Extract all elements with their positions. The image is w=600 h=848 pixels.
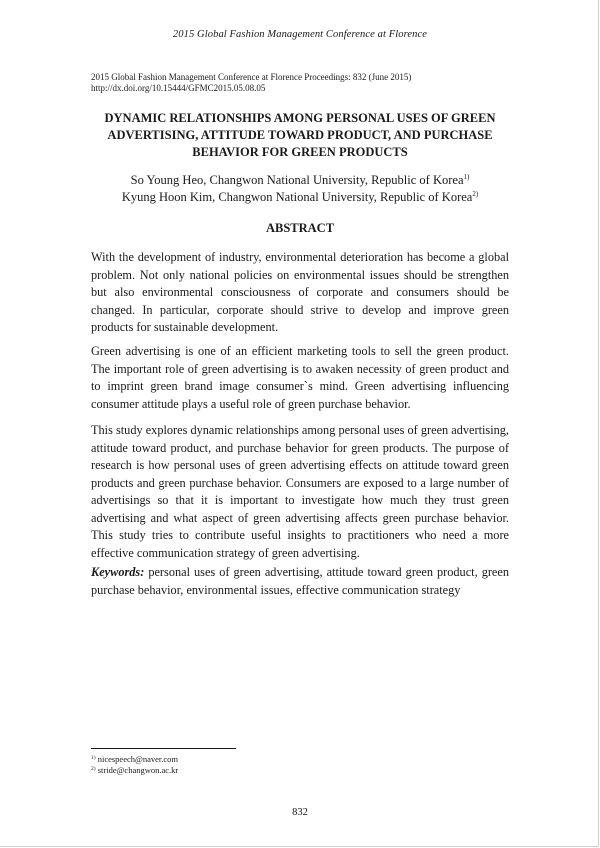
footnote-mark: 1) (91, 755, 96, 761)
title-line: BEHAVIOR FOR GREEN PRODUCTS (192, 145, 408, 159)
footnote-marker: 1) (463, 173, 470, 181)
keywords-label: Keywords: (91, 565, 145, 579)
author-line (90, 189, 510, 206)
footnote-mark: 2) (91, 766, 96, 772)
abstract-paragraph: This study explores dynamic relationships among personal uses of green advertising, attitude toward product, and purchase behavior for green products. The purpose of research is how personal uses of green advertising effects on attitude toward green products and green purchase behavior. Consumers are exposed to a large number of advertisings so that it is important to investigate how much they trust green advertising and what aspect of green advertising affects green purchase behavior. This study tries to contribute useful insights to practitioners who need a more effective communication strategy of green advertising. (91, 423, 509, 560)
author-affiliation: Kyung Hoon Kim, Changwon National University, Republic of Korea (121, 190, 473, 204)
running-head: 2015 Global Fashion Management Conference at Florence (172, 29, 428, 40)
paper-title (90, 110, 510, 161)
page-number: 832 (292, 807, 308, 818)
keywords-text: personal uses of green advertising, attitude toward green product, green purchase behavior, environmental issues, effective communication strategy (91, 565, 509, 597)
author-list (90, 172, 510, 206)
footnote-marker: 2) (472, 190, 479, 198)
abstract-paragraph: Green advertising is one of an efficient marketing tools to sell the green product. The important role of green advertising is to awaken necessity of green product and to imprint green brand image consumer`s mind. Green advertising influencing consumer attitude plays a useful role of green purchase behavior. (91, 344, 509, 411)
author-line (90, 172, 510, 189)
author-affiliation: So Young Heo, Changwon National University, Republic of Korea (130, 173, 464, 187)
citation-proceedings: 2015 Global Fashion Management Conference at Florence Proceedings: 832 (June 2015) (91, 72, 412, 82)
title-line: ADVERTISING, ATTITUDE TOWARD PRODUCT, AND PURCHASE (107, 128, 493, 142)
title-line: DYNAMIC RELATIONSHIPS AMONG PERSONAL USES OF GREEN (104, 111, 496, 125)
citation-block (91, 72, 411, 94)
abstract-paragraph: With the development of industry, environmental deterioration has become a global problem. Not only national policies on environmental issues should be strengthen but also environmental consciousness of corporate and consumers should be changed. In particular, corporate should strive to develop and improve green products for sustainable development. (91, 250, 509, 334)
abstract-heading: ABSTRACT (265, 221, 335, 235)
citation-doi: http://dx.doi.org/10.15444/GFMC2015.05.08.05 (91, 83, 266, 93)
footnote (91, 754, 178, 765)
footnote (91, 765, 178, 776)
footnote-email: nicespeech@naver.com (95, 754, 178, 764)
footnotes (91, 754, 178, 776)
footnote-divider (91, 748, 236, 749)
footnote-email: stride@changwon.ac.kr (95, 765, 179, 775)
keywords-paragraph (91, 564, 509, 599)
